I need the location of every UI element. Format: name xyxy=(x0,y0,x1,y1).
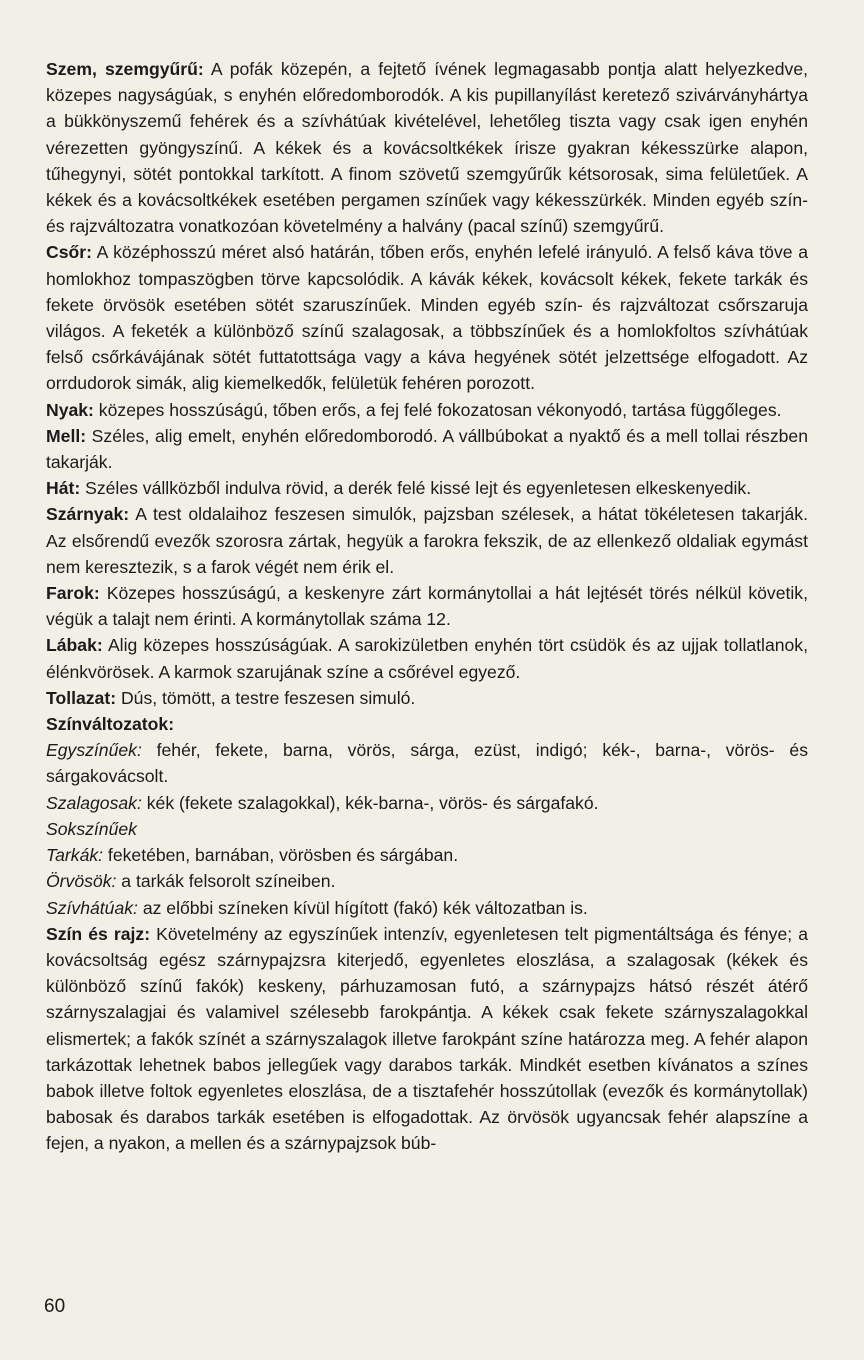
variant-solid xyxy=(46,737,808,789)
variant-label: Tarkák: xyxy=(46,845,104,866)
variant-text: az előbbi színeken kívül hígított (fakó) kék változatban is. xyxy=(137,897,588,918)
variant-text: feketében, barnában, vörösben és sárgában. xyxy=(103,845,459,866)
term: Csőr: xyxy=(46,242,92,263)
variant-text: kék (fekete szalagokkal), kék-barna-, vörös- és sárgafakó. xyxy=(141,792,599,813)
paragraph-text: Követelmény az egyszínűek intenzív, egyenletesen telt pigmentáltsága és fénye; a kovácsoltság egész szárnypajzsra kiterjedő, egyenletes eloszlása, a szalagosak (kékek és különböző színű fakók) keskeny, párhuzamosan futó, a szárnypajzs hátsó részét átérő szárnyszalagjai és valamivel szélesebb farokpántja. A kékek csak fekete szárnyszalagokkal elismertek; a fakók színét a szárnyszalagok illetve farokpánt színe határozza meg. A fehér alapon tarkázottak lehetnek babos jellegűek vagy darabos tarkák. Mindkét esetben kívánatos a színes babok illetve foltok egyenletes eloszlása, de a tisztafehér hosszútollak (evezők és kormánytollak) babosak és darabos tarkák esetében is elfogadottak. Az örvösök ugyancsak fehér alapszíne a fejen, a nyakon, a mellen és a szárnypajzsok búb- xyxy=(46,923,808,1154)
paragraph-plumage xyxy=(46,685,808,711)
variant-label: Egyszínűek: xyxy=(46,740,142,761)
variant-collared xyxy=(46,868,808,894)
paragraph-neck xyxy=(46,397,808,423)
paragraph-beak xyxy=(46,239,808,396)
paragraph-chest xyxy=(46,423,808,475)
paragraph-text: közepes hosszúságú, tőben erős, a fej felé fokozatosan vékonyodó, tartása függőleges. xyxy=(93,399,782,420)
body-text xyxy=(46,56,808,1157)
term: Szem, szemgyűrű: xyxy=(46,59,204,79)
variant-text: a tarkák felsorolt színeiben. xyxy=(116,871,336,892)
variant-label: Szívhátúak: xyxy=(46,897,138,918)
paragraph-color-pattern xyxy=(46,921,808,1157)
paragraph-text: Közepes hosszúságú, a keskenyre zárt kormánytollai a hát lejtését törés nélkül követik, végük a talajt nem érinti. A kormánytollak száma 12. xyxy=(46,583,808,630)
paragraph-color-variants-heading xyxy=(46,711,808,737)
variant-label: Örvösök: xyxy=(46,871,117,892)
term: Szárnyak: xyxy=(46,504,130,525)
variant-multicolor xyxy=(46,816,808,842)
term: Szín és rajz: xyxy=(46,923,151,944)
term: Hát: xyxy=(46,478,81,499)
page-number: 60 xyxy=(44,1296,66,1317)
paragraph-tail xyxy=(46,580,808,632)
term: Tollazat: xyxy=(46,687,117,708)
paragraph-legs xyxy=(46,632,808,684)
variant-label: Sokszínűek xyxy=(46,818,137,839)
variant-barred xyxy=(46,790,808,816)
paragraph-text: A test oldalaihoz feszesen simulók, pajzsban szélesek, a hátat tökéletesen takarják. Az elsőrendű evezők szorosra zártak, hegyük a farokra fekszik, de az ellenkező oldaliak egymást nem keresztezik, s a farok végét nem érik el. xyxy=(46,504,808,577)
variant-pied xyxy=(46,842,808,868)
variant-heart-backed xyxy=(46,895,808,921)
paragraph-text: A középhosszú méret alsó határán, tőben erős, enyhén lefelé irányuló. A felső káva töve a homlokhoz tompaszögben törve kapcsolódik. A kávák kékek, kovácsolt kékek, fekete tarkák és fekete örvösök esetében sötét szaruszínűek. Minden egyéb szín- és rajzváltozat csőrszaruja világos. A feketék a különböző színű szalagosak, a többszínűek és a homlokfoltos szívhátúak felső csőrkávájának sötét futtatottsága vagy a káva hegyének sötét jelzettsége elfogadott. Az orrdudorok simák, alig kiemelkedők, felületük fehéren porozott. xyxy=(46,242,808,394)
term: Mell: xyxy=(46,425,87,446)
paragraph-back xyxy=(46,475,808,501)
paragraph-text: Széles vállközből indulva rövid, a derék felé kissé lejt és egyenletesen elkeskenyedik. xyxy=(80,478,752,499)
paragraph-wings xyxy=(46,501,808,580)
term: Farok: xyxy=(46,583,100,604)
paragraph-text: A pofák közepén, a fejtető ívének legmagasabb pontja alatt helyezkedve, közepes nagyságúak, s enyhén előredomborodók. A kis pupillanyílást keretező szivárványhártya a bükkönyszemű fehérek és a szívhátúak kivételével, lehetőleg tiszta vagy csak igen enyhén vérezetten gyöngyszínű. A kékek és a kovácsoltkékek írisze gyakran kékesszürke alapon, tűhegynyi, sötét pontokkal tarkított. A finom szövetű szemgyűrűk kétsorosak, sima felületűek. A kékek és a kovácsoltkékek esetében pergamen színűek vagy kékesszürkék. Minden egyéb szín- és rajzváltozatra vonatkozóan követelmény a halvány (pacal színű) szemgyűrű. xyxy=(46,59,808,237)
variant-text: fehér, fekete, barna, vörös, sárga, ezüst, indigó; kék-, barna-, vörös- és sárgakovácsolt. xyxy=(46,740,808,787)
variant-label: Szalagosak: xyxy=(46,792,142,813)
paragraph-text: Dús, tömött, a testre feszesen simuló. xyxy=(116,687,416,708)
term: Színváltozatok: xyxy=(46,714,175,735)
term: Nyak: xyxy=(46,399,94,420)
term: Lábak: xyxy=(46,635,103,656)
paragraph-text: Széles, alig emelt, enyhén előredomborodó. A vállbúbokat a nyaktő és a mell tollai részben takarják. xyxy=(46,425,808,473)
paragraph-text: Alig közepes hosszúságúak. A sarokizületben enyhén tört csüdök és az ujjak tollatlanok, élénkvörösek. A karmok szarujának színe a csőrével egyező. xyxy=(46,635,808,682)
paragraph-eye xyxy=(46,56,808,239)
